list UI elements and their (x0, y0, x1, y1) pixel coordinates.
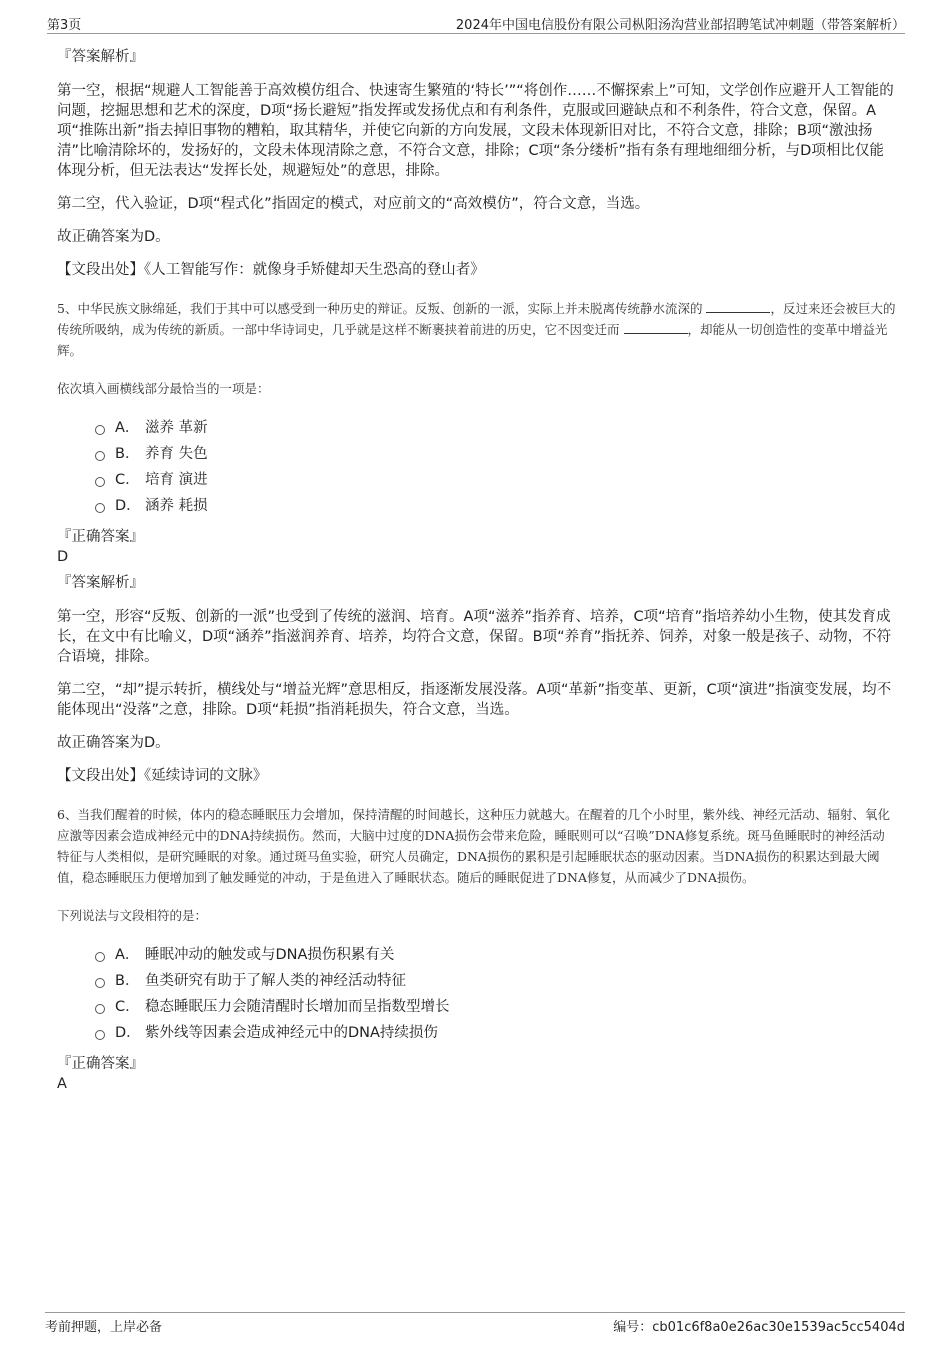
analysis-label: 『答案解析』 (57, 575, 144, 591)
radio-button[interactable] (95, 952, 105, 962)
fill-blank-2 (624, 321, 688, 334)
question-5-text-a: 5、中华民族文脉绵延，我们于其中可以感受到一种历史的辩证。反叛、创新的一派，实际上并未脱离传统静水流深的 (57, 301, 703, 316)
option-c[interactable] (95, 467, 897, 493)
analysis-conclusion: 故正确答案为D。 (57, 229, 170, 245)
question-6-text: 6、当我们醒着的时候，体内的稳态睡眠压力会增加，保持清醒的时间越长，这种压力就越大。在醒着的几个小时里，紫外线、神经元活动、辐射、氧化应激等因素会造成神经元中的DNA持续损伤。然而，大脑中过度的DNA损伤会带来危险，睡眠则可以“召唤”DNA修复系统。斑马鱼睡眠时的神经活动特征与人类相似，是研究睡眠的对象。通过斑马鱼实验，研究人员确定，DNA损伤的累积是引起睡眠状态的驱动因素。当DNA损伤的积累达到最大阈值，稳态睡眠压力便增加到了触发睡觉的冲动，于是鱼进入了睡眠状态。随后的睡眠促进了DNA修复，从而减少了DNA损伤。 (57, 807, 890, 885)
radio-button[interactable] (95, 477, 105, 487)
fill-blank-1 (706, 300, 770, 313)
correct-answer-value: D (57, 549, 69, 565)
option-text: 睡眠冲动的触发或与DNA损伤积累有关 (145, 947, 395, 963)
analysis-label: 『答案解析』 (57, 49, 144, 65)
option-text: 培育 演进 (145, 472, 208, 488)
source-citation: 【文段出处】《人工智能写作：就像身手矫健却天生恐高的登山者》 (57, 262, 485, 278)
page-header (47, 13, 905, 34)
option-b[interactable] (95, 441, 897, 467)
analysis-paragraph: 第一空，根据“规避人工智能善于高效模仿组合、快速寄生繁殖的‘特长’”“将创作……不懈探索上”可知，文学创作应避开人工智能的问题，挖掘思想和艺术的深度，D项“扬长避短”指发挥或发扬优点和有利条件，克服或回避缺点和不利条件，符合文意，保留。A项“推陈出新”指去掉旧事物的糟粕，取其精华，并使它向新的方向发展，文段未体现新旧对比，不符合文意，排除；B项“激浊扬清”比喻清除坏的，发扬好的，文段未体现清除之意，不符合文意，排除；C项“条分缕析”指有条有理地细细分析，与D项相比仅能体现分析，但无法表达“发挥长处，规避短处”的意思，排除。 (57, 83, 894, 179)
option-text: 涵养 耗损 (145, 498, 208, 514)
question-6-options (95, 942, 897, 1046)
analysis-conclusion: 故正确答案为D。 (57, 735, 170, 751)
option-text: 稳态睡眠压力会随清醒时长增加而呈指数型增长 (145, 999, 450, 1015)
option-d[interactable] (95, 493, 897, 519)
correct-answer-value: A (57, 1076, 67, 1092)
question-5-options (95, 415, 897, 519)
option-c[interactable] (95, 994, 897, 1020)
document-id: 编号：cb01c6f8a0e26ac30e1539ac5cc5404d (613, 1320, 905, 1335)
page-footer (45, 1312, 905, 1333)
footer-slogan: 考前押题，上岸必备 (45, 1320, 163, 1335)
option-letter: B． (115, 973, 140, 989)
question-5-text-b: ，反过来还会被巨大的传统所吸纳，成为传统的新质。一部中华诗词史，几乎就是这样不断裹挟着前进的历史，它不因变迁而 (57, 301, 896, 337)
option-text: 养育 失色 (145, 446, 208, 462)
option-d[interactable] (95, 1020, 897, 1046)
radio-button[interactable] (95, 503, 105, 513)
radio-button[interactable] (95, 1004, 105, 1014)
option-letter: C． (115, 999, 140, 1015)
correct-answer-label: 『正确答案』 (57, 1056, 144, 1072)
option-letter: B． (115, 446, 140, 462)
source-citation: 【文段出处】《延续诗词的文脉》 (57, 768, 268, 784)
analysis-paragraph: 第二空，“却”提示转折，横线处与“增益光辉”意思相反，指逐渐发展没落。A项“革新”指变革、更新，C项“演进”指演变发展，均不能体现出“没落”之意，排除。D项“耗损”指消耗损失，符合文意，当选。 (57, 682, 892, 718)
radio-button[interactable] (95, 425, 105, 435)
option-letter: A． (115, 420, 140, 436)
option-a[interactable] (95, 415, 897, 441)
page-content (57, 47, 897, 1100)
option-b[interactable] (95, 968, 897, 994)
correct-answer-label: 『正确答案』 (57, 529, 144, 545)
question-5-text-c: ，却能从一切创造性的变革中增益光辉。 (57, 322, 888, 358)
radio-button[interactable] (95, 978, 105, 988)
page-number: 第3页 (47, 18, 82, 33)
option-letter: C． (115, 472, 140, 488)
option-text: 紫外线等因素会造成神经元中的DNA持续损伤 (145, 1025, 438, 1041)
option-letter: D． (115, 498, 141, 514)
question-5-prompt: 依次填入画横线部分最恰当的一项是： (57, 381, 270, 396)
document-title: 2024年中国电信股份有限公司枞阳汤沟营业部招聘笔试冲刺题（带答案解析） (455, 18, 905, 33)
analysis-paragraph: 第二空，代入验证，D项“程式化”指固定的模式，对应前文的“高效模仿”，符合文意，当选。 (57, 196, 650, 212)
option-text: 滋养 革新 (145, 420, 208, 436)
option-letter: A． (115, 947, 140, 963)
analysis-paragraph: 第一空，形容“反叛、创新的一派”也受到了传统的滋润、培育。A项“滋养”指养育、培养，C项“培育”指培养幼小生物，使其发育成长，在文中有比喻义，D项“涵养”指滋润养育、培养，均符合文意，保留。B项“养育”指抚养、饲养，对象一般是孩子、动物，不符合语境，排除。 (57, 609, 892, 665)
radio-button[interactable] (95, 1030, 105, 1040)
question-6-prompt: 下列说法与文段相符的是： (57, 908, 208, 923)
question-5-text (57, 298, 897, 361)
option-text: 鱼类研究有助于了解人类的神经活动特征 (145, 973, 406, 989)
radio-button[interactable] (95, 451, 105, 461)
option-a[interactable] (95, 942, 897, 968)
option-letter: D． (115, 1025, 141, 1041)
